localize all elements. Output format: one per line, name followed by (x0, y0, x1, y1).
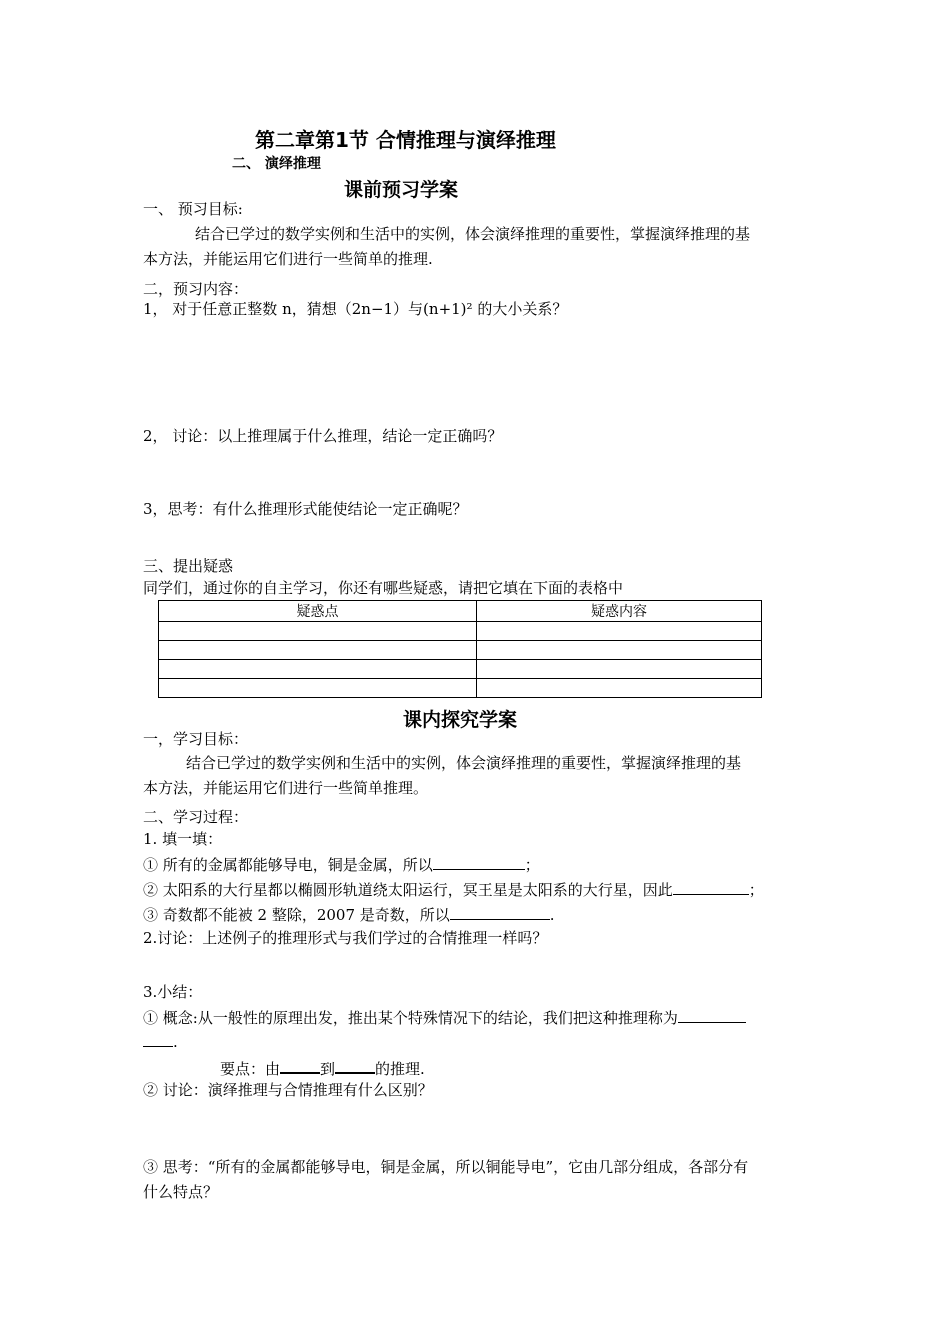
doubt-cell[interactable] (477, 679, 762, 698)
fill-item-2-end: ； (748, 881, 764, 899)
key-point-suffix: 的推理. (375, 1060, 425, 1078)
think-question: ③ 思考：“所有的金属都能够导电，铜是金属，所以铜能导电”，它由几部分组成，各部分有 (143, 1158, 749, 1176)
discuss-question: 2.讨论：上述例子的推理形式与我们学过的合情推理一样吗？ (143, 929, 548, 947)
doubt-cell[interactable] (477, 641, 762, 660)
fill-item-1-text: ① 所有的金属都能够导电，铜是金属，所以 (143, 856, 433, 874)
key-point-blank-from[interactable] (280, 1056, 320, 1074)
pre-goal-text-cont: 本方法，并能运用它们进行一些简单的推理. (143, 250, 433, 268)
pre-question-1: 1， 对于任意正整数 n，猜想（2n−1）与(n+1)² 的大小关系？ (143, 300, 568, 318)
pre-goal-label: 一、 预习目标: (143, 200, 243, 218)
pre-goal-text: 结合已学过的数学实例和生活中的实例，体会演绎推理的重要性，掌握演绎推理的基 (195, 225, 751, 243)
fill-item-3-end: . (549, 906, 555, 924)
doubt-table-header (159, 601, 762, 622)
think-question-cont: 什么特点？ (143, 1183, 219, 1201)
fill-item-1 (143, 853, 540, 875)
doubt-cell[interactable] (159, 660, 477, 679)
key-point-line (220, 1056, 425, 1079)
fill-blank-3[interactable] (450, 903, 550, 920)
difference-question: ② 讨论：演绎推理与合情推理有什么区别？ (143, 1081, 433, 1099)
concept-end: . (173, 1033, 178, 1051)
key-point-prefix: 要点：由 (220, 1060, 281, 1078)
concept-blank[interactable] (678, 1006, 746, 1023)
fill-item-3 (143, 903, 555, 925)
inclass-goal-text: 结合已学过的数学实例和生活中的实例，体会演绎推理的重要性，掌握演绎推理的基 (186, 754, 742, 772)
table-row[interactable] (159, 622, 762, 641)
doubt-cell[interactable] (477, 660, 762, 679)
page-title: 第二章第1节 合情推理与演绎推理 (255, 128, 556, 152)
key-point-blank-to[interactable] (335, 1056, 375, 1074)
page-subtitle: 二、 演绎推理 (232, 156, 321, 172)
doubt-cell[interactable] (477, 622, 762, 641)
fill-item-2-text: ② 太阳系的大行星都以椭圆形轨道绕太阳运行，冥王星是太阳系的大行星，因此 (143, 881, 673, 899)
pre-question-2: 2， 讨论：以上推理属于什么推理，结论一定正确吗？ (143, 427, 503, 445)
concept-text: ① 概念:从一般性的原理出发，推出某个特殊情况下的结论，我们把这种推理称为 (143, 1009, 678, 1027)
section-title-pre-class: 课前预习学案 (344, 179, 459, 201)
inclass-goal-label: 一，学习目标： (143, 730, 249, 748)
fill-item-2 (143, 878, 764, 900)
table-row[interactable] (159, 641, 762, 660)
fill-blank-2[interactable] (673, 878, 749, 895)
doubt-intro: 同学们，通过你的自主学习，你还有哪些疑惑，请把它填在下面的表格中 (143, 579, 624, 597)
pre-content-label: 二，预习内容： (143, 280, 249, 298)
doubt-cell[interactable] (159, 622, 477, 641)
summary-label: 3.小结： (143, 983, 203, 1001)
doubt-table (158, 600, 762, 698)
fill-item-1-end: ； (524, 856, 540, 874)
table-row[interactable] (159, 660, 762, 679)
pre-question-3: 3，思考：有什么推理形式能使结论一定正确呢？ (143, 500, 468, 518)
fill-item-3-text: ③ 奇数都不能被 2 整除，2007 是奇数，所以 (143, 906, 450, 924)
key-point-mid: 到 (320, 1060, 336, 1078)
fill-blank-1[interactable] (433, 853, 525, 870)
table-row[interactable] (159, 679, 762, 698)
section-title-in-class: 课内探究学案 (403, 709, 518, 731)
concept-line (143, 1006, 746, 1028)
process-label: 二、学习过程： (143, 808, 249, 826)
doubt-cell[interactable] (159, 679, 477, 698)
doubt-label: 三、提出疑惑 (143, 557, 234, 575)
inclass-goal-text-cont: 本方法，并能运用它们进行一些简单推理。 (143, 779, 429, 797)
doubt-col-point: 疑惑点 (159, 601, 477, 622)
doubt-col-content: 疑惑内容 (477, 601, 762, 622)
concept-blank-cont[interactable] (143, 1030, 173, 1047)
fill-label: 1. 填一填： (143, 830, 223, 848)
doubt-cell[interactable] (159, 641, 477, 660)
concept-line-cont (143, 1030, 178, 1052)
